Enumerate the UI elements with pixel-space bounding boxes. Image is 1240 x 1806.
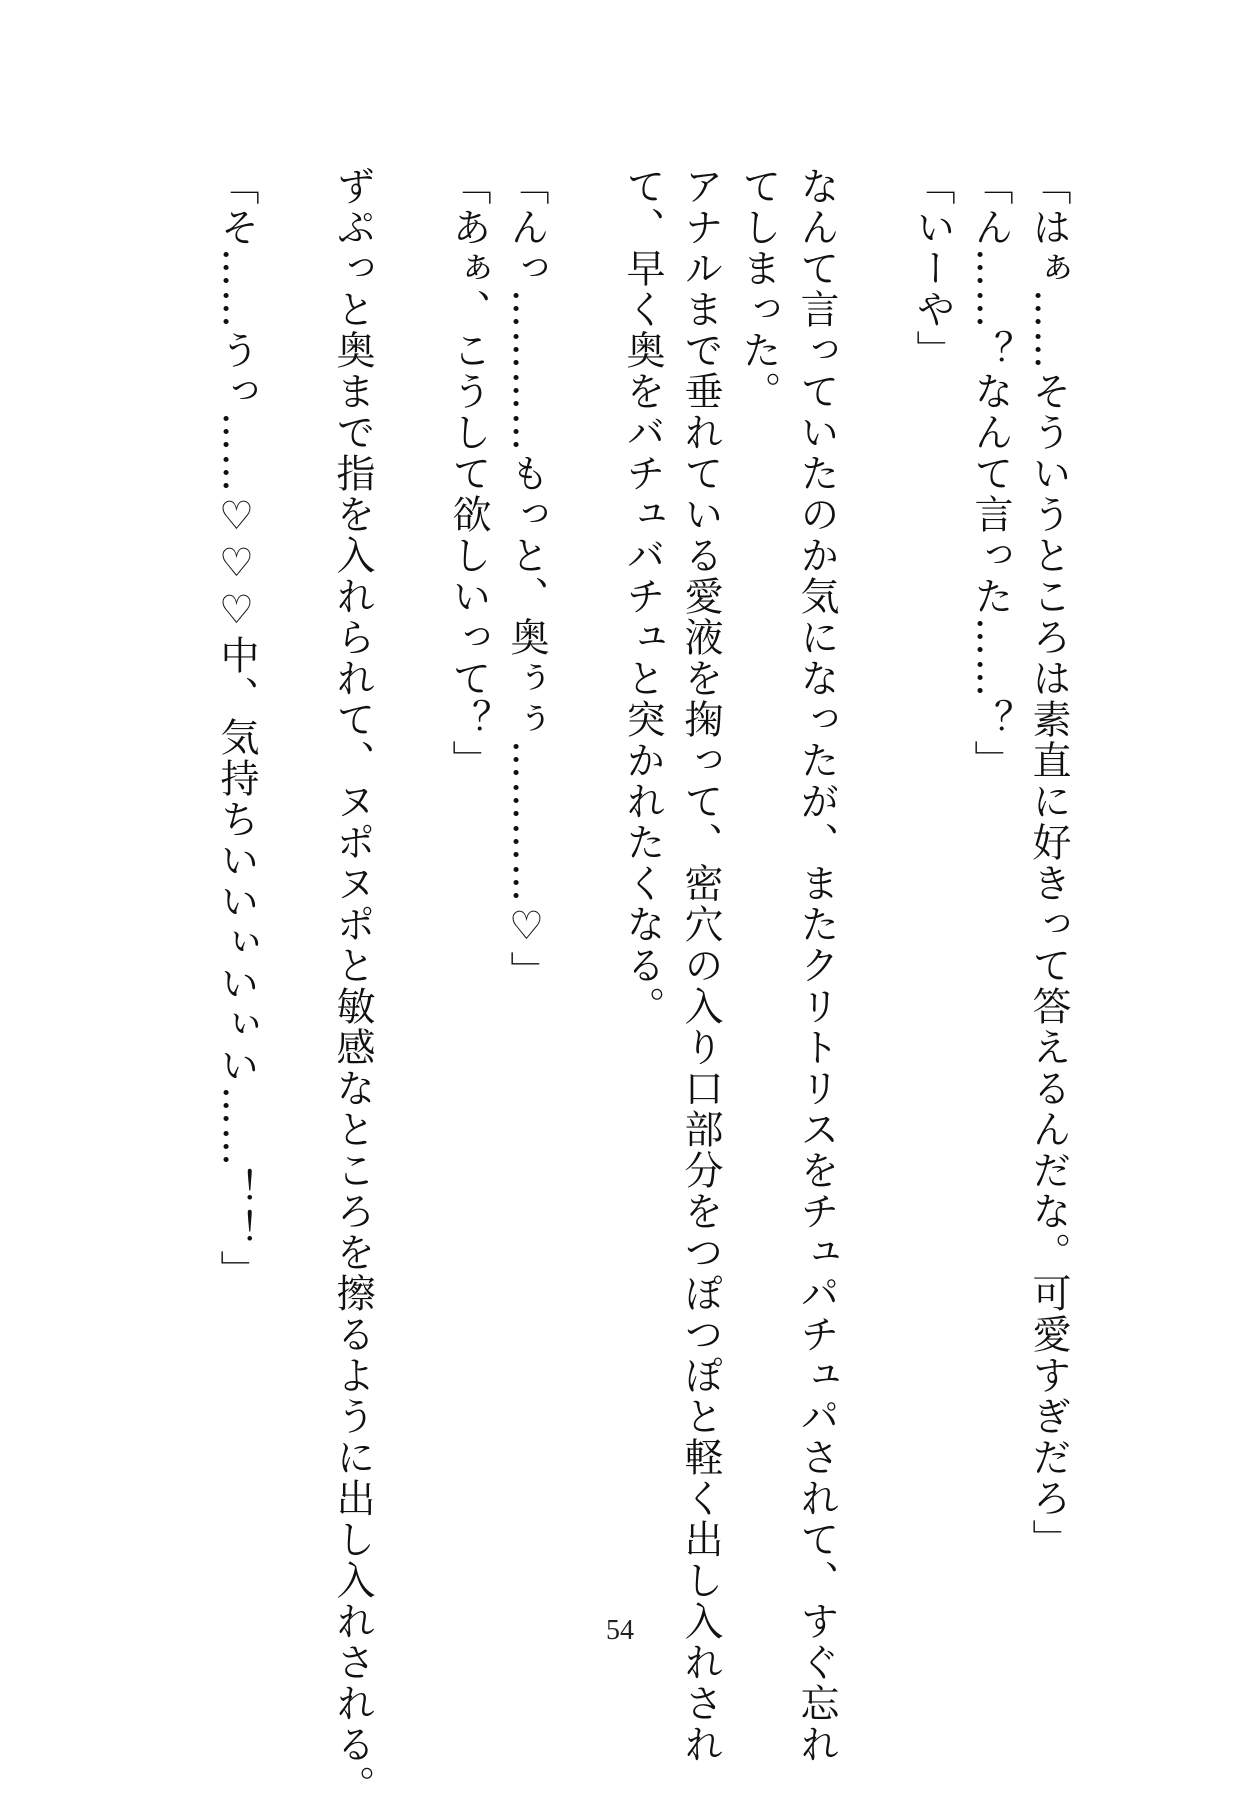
text-column-3: 「いーや」	[910, 166, 955, 371]
text-column-10: 「んっ…………もっと、奥ぅぅ…………♡」	[504, 166, 549, 992]
text-column-14	[266, 166, 322, 1566]
text-column-12	[382, 166, 438, 1566]
text-column-5: なんて言っていたのか気になったが、またクリトリスをチュパチュパされて、すぐ忘れ	[794, 166, 839, 1765]
page-number: 54	[606, 1615, 634, 1646]
text-column-11: 「あぁ、こうして欲しいって？」	[446, 166, 491, 781]
text-column-2: 「ん……？なんて言った……？」	[968, 166, 1013, 781]
text-column-15: 「そ……うっ……♡♡♡中、気持ちいいぃいぃい……！！」	[214, 166, 259, 1291]
text-column-7: アナルまで垂れている愛液を掬って、密穴の入り口部分をつぽつぽと軽く出し入れされ	[678, 166, 723, 1765]
text-column-13: ずぷっと奥まで指を入れられて、ヌポヌポと敏感なところを擦るように出し入れされる。	[330, 166, 375, 1806]
text-column-6: てしまった。	[736, 166, 781, 412]
text-column-4	[846, 166, 902, 1566]
text-column-1: 「はぁ……そういうところは素直に好きって答えるんだな。可愛すぎだろ」	[1026, 166, 1071, 1560]
text-column-8: て、早く奥をバチュバチュと突かれたくなる。	[620, 166, 665, 1027]
text-column-9	[556, 166, 612, 1566]
